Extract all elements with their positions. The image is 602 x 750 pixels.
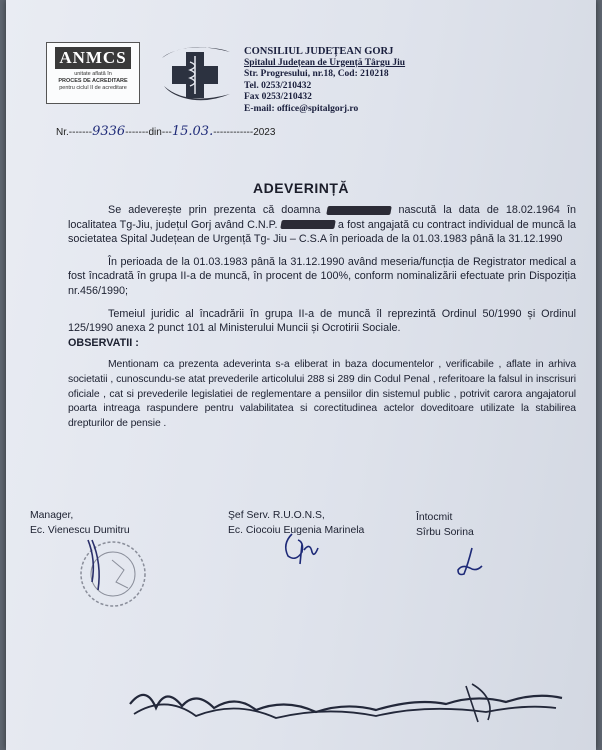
year: 2023: [253, 127, 276, 138]
hospital-cross-logo: [156, 38, 236, 108]
paragraph-1-c: a fost angajată cu contract individual de muncă la societatea Spital Județean de Urgență Tg- Jiu – C.S.A în perioada de la 01.03.1983 până la 31.12.1990: [68, 218, 577, 246]
header-council: CONSILIUL JUDEȚEAN GORJ: [244, 46, 394, 57]
paragraph-1-b: nascută la data de 18.02.1964 în localitatea Tg-Jiu, județul Gorj având C.N.P.: [68, 204, 576, 231]
sef-role: Şef Serv. R.U.O.N.S,: [228, 510, 325, 521]
anmcs-logo-line-1: unitate aflată în: [74, 71, 112, 77]
sef-name: Ec. Ciocoiu Eugenia Marinela: [228, 525, 365, 536]
handwritten-scrawl: [126, 664, 566, 724]
intocmit-signature-block: [416, 510, 474, 540]
intocmit-name: Sîrbu Sorina: [416, 527, 474, 538]
hospital-header: [244, 46, 464, 115]
header-email: E-mail: office@spitalgorj.ro: [244, 103, 359, 114]
din-label: din: [148, 127, 162, 138]
paragraph-1: [68, 203, 576, 247]
date-value: 15.03.: [171, 124, 214, 139]
anmcs-logo: [46, 42, 140, 104]
observations-title: OBSERVATII :: [68, 336, 139, 349]
anmcs-logo-line-3: pentru ciclul II de acreditare: [59, 85, 127, 91]
nr-label: Nr.: [56, 127, 69, 138]
redacted-cnp: [280, 220, 336, 229]
paragraph-2: În perioada de la 01.03.1983 până la 31.12.1990 având meseria/funcția de Registrator medical a fost încadrată în grupa II-a de muncă, în procent de 100%, conform nominalizării efectuate prin Dispoziția nr.456/1990;: [68, 255, 576, 297]
anmcs-logo-line-2: PROCES DE ACREDITARE: [58, 78, 128, 84]
anmcs-logo-text: ANMCS: [55, 47, 131, 69]
nr-value: 9336: [92, 124, 126, 139]
manager-name: Ec. Vienescu Dumitru: [30, 525, 130, 536]
manager-role: Manager,: [30, 510, 74, 521]
intocmit-role: Întocmit: [416, 512, 453, 523]
round-stamp: [68, 530, 158, 610]
intocmit-signature: [452, 546, 486, 580]
header-address: Str. Progresului, nr.18, Cod: 210218: [244, 69, 389, 79]
reference-line: Nr.-------9336-------din---15.03.------------2023: [56, 124, 276, 139]
header-fax: Fax 0253/210432: [244, 92, 312, 102]
header-tel: Tel. 0253/210432: [244, 80, 312, 91]
document-page: [6, 0, 596, 750]
redacted-name: [327, 206, 393, 215]
paragraph-1-a: Se adeverește prin prezenta că doamna: [108, 204, 321, 216]
observations-text: Mentionam ca prezenta adeverinta s-a eliberat in baza documentelor , verificabile , aflate in arhiva societatii , cunoscundu-se atat prevederile articolului 288 si 289 din Codul Penal , referitoare la falsul in inscrisuri oficiale , cat si prevederile legislatiei de reglementare a pensiilor din sistemul public , potrivit carora angajatorul poarta intreaga raspundere pentru valabilitatea si corectitudinea actelor doveditoare utilizate la stabilirea drepturilor de pensie .: [68, 359, 576, 429]
header-hospital: Spitalul Județean de Urgență Târgu Jiu: [244, 57, 406, 68]
document-body: [68, 203, 576, 439]
document-title: ADEVERINȚĂ: [252, 180, 349, 196]
sef-signature: [278, 530, 322, 566]
paragraph-3: Temeiul juridic al încadrării în grupa II-a de muncă îl reprezintă Ordinul 50/1990 și Ordinul 125/1990 anexa 2 punct 101 al Ministerului Muncii și Ocrotirii Sociale.: [68, 307, 576, 335]
